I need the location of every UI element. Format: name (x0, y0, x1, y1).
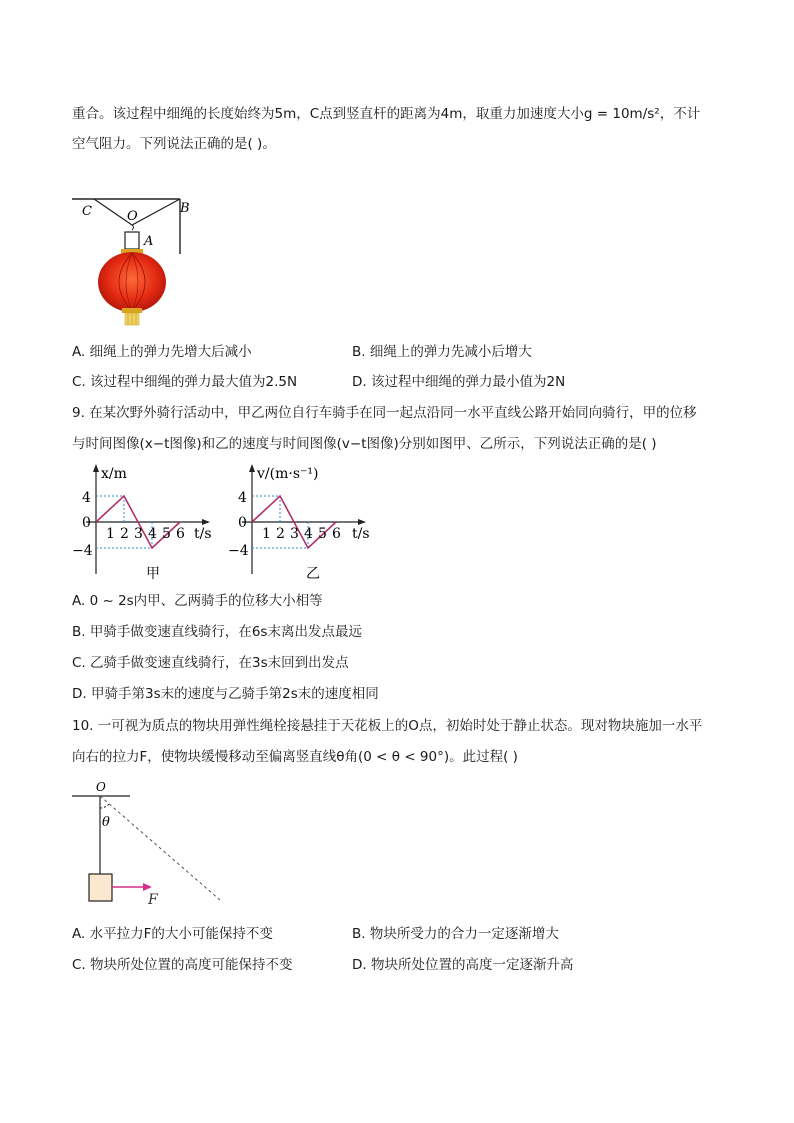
ytick-neg4: −4 (228, 543, 249, 559)
xtick-5: 5 (162, 526, 171, 542)
dashed-line (100, 796, 220, 900)
q9-option-d: D. 甲骑手第3s末的速度与乙骑手第2s末的速度相同 (72, 686, 379, 702)
xlabel: t/s (352, 526, 370, 542)
q9-text-line2: 与时间图像(x−t图像)和乙的速度与时间图像(v−t图像)分别如图甲、乙所示，下列说法正确的是( ) (72, 436, 657, 452)
xtick-1: 1 (262, 526, 271, 542)
lantern-bottom-band (122, 308, 142, 313)
graph-jia (72, 462, 226, 584)
pendulum-figure (68, 780, 238, 910)
label-o: O (127, 209, 138, 224)
ytick-0: 0 (238, 515, 247, 531)
y-axis-arrow (249, 464, 255, 472)
xtick-3: 3 (134, 526, 143, 542)
lantern-cap (125, 232, 139, 249)
xtick-2: 2 (120, 526, 129, 542)
label-f: F (148, 892, 158, 908)
xtick-6: 6 (332, 526, 341, 542)
xtick-3: 3 (290, 526, 299, 542)
ytick-4: 4 (238, 490, 247, 506)
xtick-4: 4 (304, 526, 313, 542)
label-a: A (144, 234, 154, 249)
q9-option-c: C. 乙骑手做变速直线骑行，在3s末回到出发点 (72, 655, 349, 671)
ytick-neg4: −4 (72, 543, 93, 559)
x-axis-arrow (358, 519, 366, 525)
y-axis-arrow (93, 464, 99, 472)
q10-option-a: A. 水平拉力F的大小可能保持不变 (72, 926, 273, 942)
theta-arc (100, 804, 109, 808)
caption: 乙 (306, 566, 320, 582)
q10-text-line2: 向右的拉力F，使物块缓慢移动至偏离竖直线θ角(0 < θ < 90°)。此过程( ) (72, 749, 518, 765)
q10-option-c: C. 物块所处位置的高度可能保持不变 (72, 957, 293, 973)
label-o: O (96, 780, 106, 794)
q9-option-b: B. 甲骑手做变速直线骑行，在6s末离出发点最远 (72, 624, 362, 640)
q10-option-d: D. 物块所处位置的高度一定逐渐升高 (352, 957, 574, 973)
xtick-2: 2 (276, 526, 285, 542)
caption: 甲 (146, 566, 160, 582)
q10-option-b: B. 物块所受力的合力一定逐渐增大 (352, 926, 559, 942)
q8-option-c: C. 该过程中细绳的弹力最大值为2.5N (72, 374, 298, 390)
graph-yi (228, 462, 392, 584)
ytick-0: 0 (82, 515, 91, 531)
label-b: B (180, 201, 190, 216)
q8-text-line2: 空气阻力。下列说法正确的是( )。 (72, 136, 276, 152)
ytick-4: 4 (82, 490, 91, 506)
q8-option-d: D. 该过程中细绳的弹力最小值为2N (352, 374, 566, 390)
xtick-1: 1 (106, 526, 115, 542)
label-c: C (82, 204, 92, 219)
label-theta: θ (102, 815, 110, 830)
q8-option-b: B. 细绳上的弹力先减小后增大 (352, 344, 532, 360)
q8-text-line1: 重合。该过程中细绳的长度始终为5m，C点到竖直杆的距离为4m，取重力加速度大小g = 10m/s²，不计 (72, 106, 701, 122)
q10-text-line1: 10. 一可视为质点的物块用弹性绳栓接悬挂于天花板上的O点，初始时处于静止状态。现对物块施加一水平 (72, 718, 703, 734)
lantern-figure (68, 192, 208, 332)
xtick-6: 6 (176, 526, 185, 542)
q9-option-a: A. 0 ~ 2s内甲、乙两骑手的位移大小相等 (72, 593, 323, 609)
block (89, 874, 112, 901)
xtick-5: 5 (318, 526, 327, 542)
q9-text-line1: 9. 在某次野外骑行活动中，甲乙两位自行车骑手在同一起点沿同一水平直线公路开始同向骑行，甲的位移 (72, 405, 697, 421)
x-axis-arrow (202, 519, 210, 525)
hook (132, 225, 134, 230)
lantern-body (98, 252, 166, 312)
q8-option-a: A. 细绳上的弹力先增大后减小 (72, 344, 252, 360)
force-arrow-head (143, 883, 152, 891)
xlabel: t/s (194, 526, 212, 542)
xtick-4: 4 (148, 526, 157, 542)
ylabel: v/(m·s⁻¹) (257, 466, 319, 482)
ylabel: x/m (101, 466, 127, 482)
